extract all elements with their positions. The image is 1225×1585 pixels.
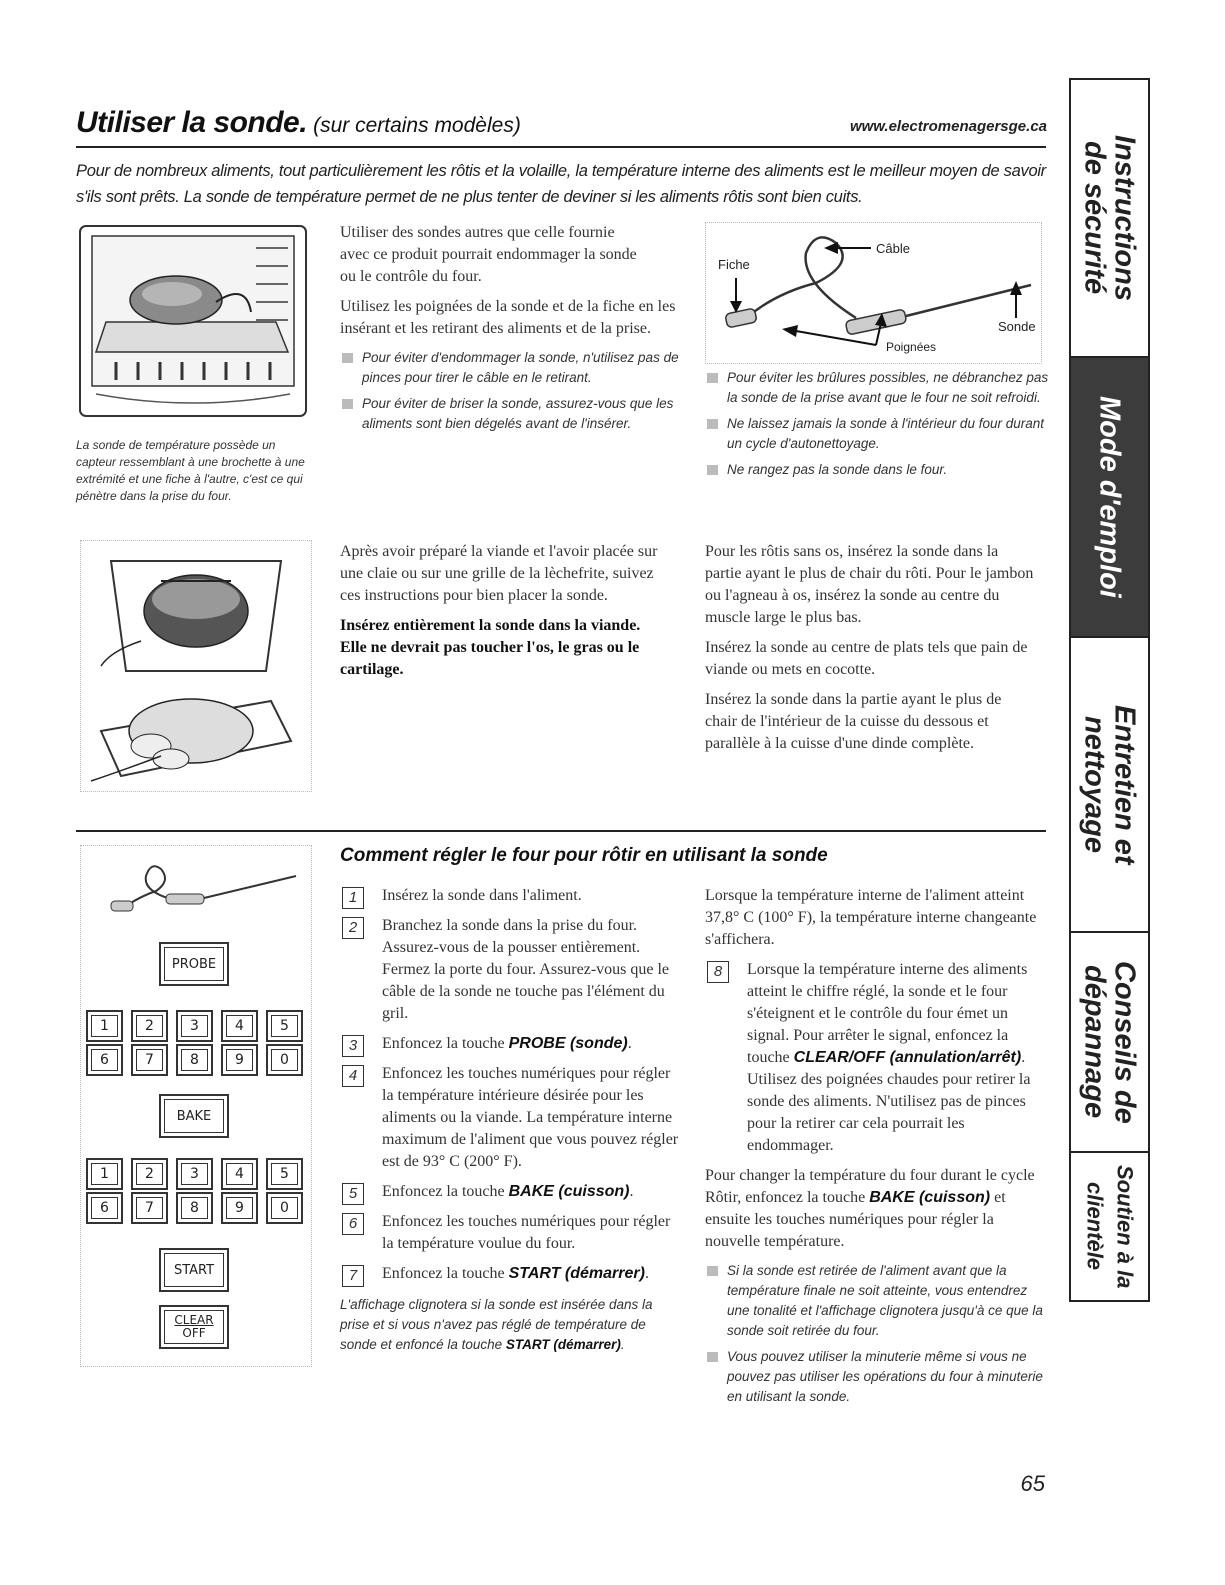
bullet-icon xyxy=(707,1266,718,1276)
handles-paragraph: Utilisez les poignées de la sonde et de la fiche en les insérant et les retirant des aliments et de la prise. xyxy=(340,298,676,337)
step-text: Enfoncez la touche xyxy=(382,1265,509,1282)
oven-illustration xyxy=(76,222,310,422)
page-title xyxy=(76,106,521,140)
turkey-paragraph: Insérez la sonde dans la partie ayant le plus de chair de l'intérieur de la cuisse du dessous et parallèle à la cuisse d'une dinde complète. xyxy=(705,691,1002,752)
step-text-after: . Utilisez des poignées chaudes pour retirer la sonde des aliments. N'utilisez pas de pinces pour la retirer car cela pourrait les endommager. xyxy=(747,1049,1031,1154)
digit-key-3[interactable]: 3 xyxy=(176,1158,213,1190)
note-item xyxy=(705,1261,1045,1341)
bullet-icon xyxy=(342,353,353,363)
bake-key-label: BAKE (cuisson) xyxy=(508,1183,630,1200)
digit-key-0[interactable]: 0 xyxy=(266,1192,303,1224)
temp-display-paragraph: Lorsque la température interne de l'aliment atteint 37,8° C (100° F), la température interne changeante s'affichera. xyxy=(705,887,1037,948)
step-number: 7 xyxy=(342,1265,364,1287)
step-text: Enfoncez les touches numériques pour régler la température voulue du four. xyxy=(382,1213,671,1252)
roast-paragraph: Pour les rôtis sans os, insérez la sonde dans la partie ayant le plus de chair du rôti. Pour le jambon ou l'agneau à os, insérez la sonde au centre du muscle large le plus bas. xyxy=(705,543,1034,626)
step-number: 4 xyxy=(342,1065,364,1087)
change-temp-paragraph xyxy=(705,1165,1045,1253)
note-text: Si la sonde est retirée de l'aliment avant que la température finale ne soit atteinte, vous entendrez une tonalité et l'affichage clignotera jusqu'à ce que la sonde soit retirée du four. xyxy=(727,1263,1043,1338)
digit-key-1[interactable]: 1 xyxy=(86,1158,123,1190)
digit-key-9[interactable]: 9 xyxy=(221,1044,258,1076)
text-part: et ensuite les touches numériques pour régler la nouvelle température. xyxy=(705,1189,1006,1250)
step-item xyxy=(340,1063,680,1173)
probe-diagram xyxy=(705,222,1042,364)
step-text: Branchez la sonde dans la prise du four. Assurez-vous de la pousser entièrement. Fermez la porte du four. Assurez-vous que le câble de la sonde ne touche pas l'élément du gril. xyxy=(382,917,670,1022)
header-rule xyxy=(76,146,1046,148)
digit-key-8[interactable]: 8 xyxy=(176,1044,213,1076)
step-number: 6 xyxy=(342,1213,364,1235)
bullet-icon xyxy=(707,419,718,429)
insert-warning: Insérez entièrement la sonde dans la viande. Elle ne devrait pas toucher l'os, le gras ou le cartilage. xyxy=(340,617,641,678)
step-number: 5 xyxy=(342,1183,364,1205)
label-cable: Câble xyxy=(876,241,910,256)
step-number: 1 xyxy=(342,887,364,909)
tab-instructions-securite[interactable] xyxy=(1071,80,1148,358)
right-top-notes xyxy=(705,368,1050,486)
label-fiche: Fiche xyxy=(718,257,750,272)
note-text: Vous pouvez utiliser la minuterie même si vous ne pouvez pas utiliser les opérations du four à minuterie en utilisant la sonde. xyxy=(727,1349,1043,1404)
digit-key-7[interactable]: 7 xyxy=(131,1192,168,1224)
step-item xyxy=(340,1211,680,1255)
note-text: Pour éviter les brûlures possibles, ne débranchez pas la sonde de la prise avant que le four ne soit refroidi. xyxy=(727,370,1049,405)
section-divider xyxy=(76,830,1046,832)
bullet-icon xyxy=(707,465,718,475)
note-text: Pour éviter d'endommager la sonde, n'utilisez pas de pinces pour tirer le câble en le retirant. xyxy=(362,350,679,385)
start-button[interactable]: START xyxy=(159,1248,229,1292)
clear-label: CLEAR xyxy=(174,1313,214,1327)
note-item xyxy=(340,394,685,434)
digit-key-8[interactable]: 8 xyxy=(176,1192,213,1224)
tab-entretien-nettoyage[interactable] xyxy=(1071,638,1148,933)
bullet-icon xyxy=(342,399,353,409)
step-text: Enfoncez les touches numériques pour régler la température intérieure désirée pour les aliments ou la viande. La température interne maximum de l'aliment que vous pouvez régler est de 93° C (200° F). xyxy=(382,1065,679,1170)
digit-key-4[interactable]: 4 xyxy=(221,1010,258,1042)
digit-key-5[interactable]: 5 xyxy=(266,1010,303,1042)
tab-label: Instructions de sécurité xyxy=(1078,135,1141,301)
digit-key-4[interactable]: 4 xyxy=(221,1158,258,1190)
digit-key-0[interactable]: 0 xyxy=(266,1044,303,1076)
label-sonde: Sonde xyxy=(998,319,1036,334)
step-text: Enfoncez la touche xyxy=(382,1035,509,1052)
intro-text: Pour de nombreux aliments, tout particulièrement les rôtis et la volaille, la température interne des aliments est le meilleur moyen de savoir s'ils sont prêts. La sonde de température permet de ne plus tenter de deviner si les aliments rôtis sont bien cuits. xyxy=(76,162,1046,206)
digit-key-3[interactable]: 3 xyxy=(176,1010,213,1042)
text-part: Pour changer la température du four durant le cycle Rôtir, enfoncez la touche xyxy=(705,1167,1035,1206)
placement-paragraph: Après avoir préparé la viande et l'avoir placée sur une claie ou sur une grille de la lèchefrite, suivez ces instructions pour bien placer la sonde. xyxy=(340,543,658,604)
probe-key-label: PROBE (sonde) xyxy=(508,1035,628,1052)
note-item xyxy=(705,368,1050,408)
bake-button[interactable]: BAKE xyxy=(159,1094,229,1138)
digit-key-6[interactable]: 6 xyxy=(86,1192,123,1224)
label-poignees: Poignées xyxy=(886,340,937,354)
note-item xyxy=(340,348,685,388)
digit-key-7[interactable]: 7 xyxy=(131,1044,168,1076)
tab-label: Conseils de dépannage xyxy=(1078,960,1141,1124)
tab-mode-emploi[interactable] xyxy=(1071,358,1148,638)
meatloaf-paragraph: Insérez la sonde au centre de plats tels que pain de viande ou mets en cocotte. xyxy=(705,639,1028,678)
mid-top-column xyxy=(340,222,685,440)
tab-label: Mode d'emploi xyxy=(1093,396,1126,598)
mid-middle-column xyxy=(340,541,670,689)
step-item xyxy=(340,915,680,1025)
step-item xyxy=(340,1033,680,1055)
digit-key-1[interactable]: 1 xyxy=(86,1010,123,1042)
note-item xyxy=(705,460,1050,480)
title-subtitle: (sur certains modèles) xyxy=(313,114,521,137)
step-text: Insérez la sonde dans l'aliment. xyxy=(382,887,582,904)
page-number: 65 xyxy=(1020,1471,1045,1496)
step-number: 8 xyxy=(707,961,729,983)
title-main: Utiliser la sonde. xyxy=(76,106,308,139)
step-punct: . xyxy=(629,1183,634,1200)
digit-key-2[interactable]: 2 xyxy=(131,1010,168,1042)
digit-key-5[interactable]: 5 xyxy=(266,1158,303,1190)
probe-icon xyxy=(81,851,311,921)
step-text: Enfoncez la touche xyxy=(382,1183,509,1200)
roast-illustration xyxy=(80,540,312,792)
footnote xyxy=(340,1295,680,1355)
bullet-icon xyxy=(707,1352,718,1362)
step-item xyxy=(340,1181,680,1203)
digit-key-6[interactable]: 6 xyxy=(86,1044,123,1076)
note-text: Ne rangez pas la sonde dans le four. xyxy=(727,462,948,477)
tab-soutien-clientele[interactable] xyxy=(1071,1153,1148,1300)
step-punct: . xyxy=(644,1265,649,1282)
note-item xyxy=(705,414,1050,454)
steps-column xyxy=(340,885,680,1361)
tab-label: Soutien à la clientèle xyxy=(1082,1164,1138,1289)
bullet-icon xyxy=(707,373,718,383)
step-item xyxy=(705,959,1045,1157)
note-item xyxy=(705,1347,1045,1407)
step-item xyxy=(340,885,680,907)
figure1-caption: La sonde de température possède un capteur ressemblant à une brochette à une extrémité et une fiche à l'autre, c'est ce qui pénètre dans la prise du four. xyxy=(76,438,305,503)
note-text: Ne laissez jamais la sonde à l'intérieur du four durant un cycle d'autonettoyage. xyxy=(727,416,1044,451)
step-number: 2 xyxy=(342,917,364,939)
off-label: OFF xyxy=(182,1326,206,1340)
step-text: Lorsque la température interne des aliments atteint le chiffre réglé, la sonde et le four s'éteignent et le contrôle du four émet un signal. Pour arrêter le signal, enfoncez la touche xyxy=(747,961,1028,1066)
digit-key-9[interactable]: 9 xyxy=(221,1192,258,1224)
bake-key-label: BAKE (cuisson) xyxy=(869,1189,991,1206)
step-item xyxy=(340,1263,680,1285)
warning-paragraph: Utiliser des sondes autres que celle fournie avec ce produit pourrait endommager la sonde ou le contrôle du four. xyxy=(340,224,637,285)
section-tabs xyxy=(1069,78,1150,1302)
tab-conseils-depannage[interactable] xyxy=(1071,933,1148,1153)
clear-off-button[interactable] xyxy=(159,1305,229,1349)
right-middle-column xyxy=(705,541,1035,763)
digit-key-2[interactable]: 2 xyxy=(131,1158,168,1190)
clear-key-label: CLEAR/OFF (annulation/arrêt) xyxy=(793,1049,1022,1066)
step-punct: . xyxy=(627,1035,632,1052)
footnote-punct: . xyxy=(620,1337,625,1352)
probe-button[interactable]: PROBE xyxy=(159,942,229,986)
note-text: Pour éviter de briser la sonde, assurez-vous que les aliments sont bien dégelés avant de l'insérer. xyxy=(362,396,674,431)
tab-label: Entretien et nettoyage xyxy=(1078,704,1141,865)
step-number: 3 xyxy=(342,1035,364,1057)
footnote-text: L'affichage clignotera si la sonde est insérée dans la prise et si vous n'avez pas réglé de température de sonde et enfoncé la touche xyxy=(340,1297,653,1352)
section2-right-column xyxy=(705,885,1045,1413)
section2-title: Comment régler le four pour rôtir en utilisant la sonde xyxy=(340,845,828,866)
start-key-label: START (démarrer) xyxy=(505,1337,621,1352)
website-url[interactable]: www.electromenagersge.ca xyxy=(849,118,1047,135)
start-key-label: START (démarrer) xyxy=(508,1265,645,1282)
